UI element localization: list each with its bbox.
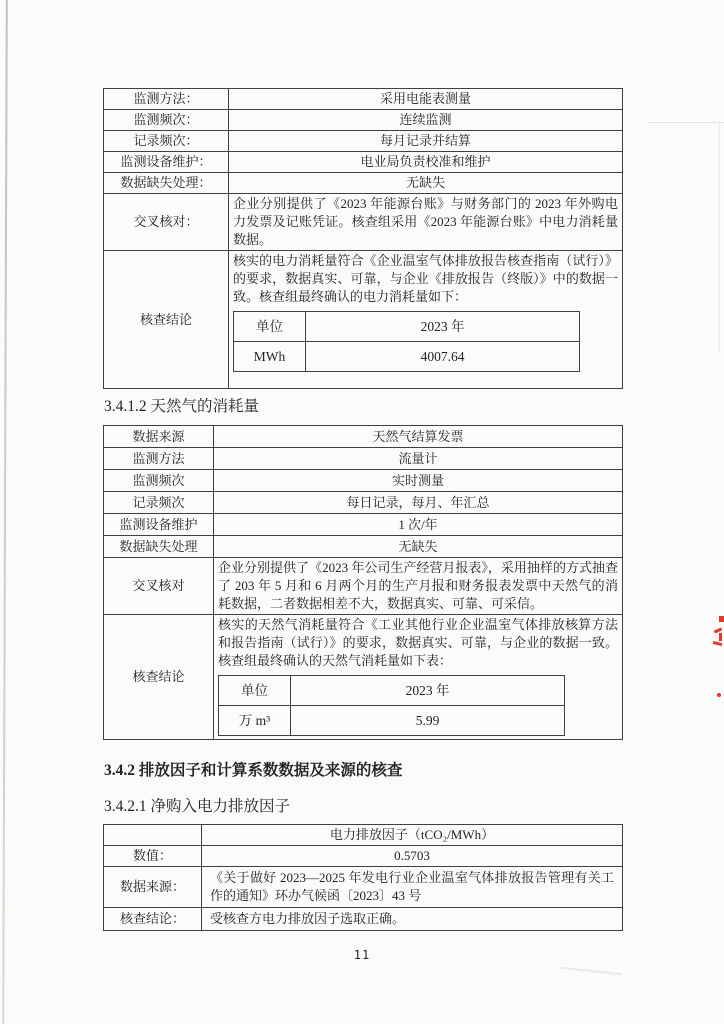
table-row [234,312,580,342]
scan-artifact-line-vertical [719,122,720,352]
confirmed-consumption-table [218,675,565,736]
table-row [234,342,580,372]
row-label: 核查结论： [104,908,202,931]
row-label: 交叉核对： [104,194,229,251]
conclusion-text: 核实的电力消耗量符合《企业温室气体排放报告核查指南（试行）》的要求，数据真实、可靠，与企业《排放报告（终版）》中的数据一致。核查组最终确认的电力消耗量如下： [233,253,618,304]
table-row [104,867,623,908]
row-label [104,825,202,846]
electricity-monitoring-table [103,88,623,389]
row-label: 交叉核对 [104,558,214,615]
table-row [104,173,623,194]
row-value: 连续监测 [229,110,623,131]
cross-check-row [104,558,623,615]
row-label: 监测方法 [104,448,214,470]
conclusion-text: 受核查方电力排放因子选取正确。 [202,908,623,931]
row-value: 每月记录并结算 [229,131,623,152]
conclusion-row [104,251,623,389]
scan-edge-line-left [2,0,8,1024]
table-row [219,706,565,736]
factor-header: 电力排放因子（tCO₂/MWh） [202,825,623,846]
unit-cell: 万 m³ [219,706,291,736]
table-row [104,131,623,152]
table-row [104,152,623,173]
row-label: 核查结论 [104,615,214,740]
row-value: 1 次/年 [214,514,623,536]
row-label: 监测设备维护 [104,514,214,536]
red-pen-dot [717,693,721,697]
section-heading-3421: 3.4.2.1 净购入电力排放因子 [104,798,291,815]
emission-factor-table [103,824,623,931]
cross-check-text: 企业分别提供了《2023 年能源台账》与财务部门的 2023 年外购电力发票及记账凭证。核查组采用《2023 年能源台账》中电力消耗量数据。 [229,194,623,251]
conclusion-row [104,615,623,740]
factor-value: 0.5703 [202,846,623,867]
page-number: 11 [353,948,371,962]
row-label: 记录频次 [104,492,214,514]
red-pen-mark [719,633,722,641]
red-pen-mark [719,616,724,622]
table-row [104,908,623,931]
table-row [104,470,623,492]
table-row [219,676,565,706]
row-label: 监测频次 [104,470,214,492]
scan-smudge [560,967,622,975]
table-row [104,536,623,558]
conclusion-text: 核实的天然气消耗量符合《工业其他行业企业温室气体排放核算方法和报告指南（试行）》的要求，数据真实、可靠，与企业的数据一致。核查组最终确认的天然气消耗量如下表： [218,617,618,668]
source-text: 《关于做好 2023—2025 年发电行业企业温室气体排放报告管理有关工作的通知》环办气候函〔2023〕43 号 [202,867,623,908]
unit-header-cell: 单位 [219,676,291,706]
table-row [104,825,623,846]
table-row [104,448,623,470]
row-label: 数据来源： [104,867,202,908]
row-label: 监测方法： [104,89,229,110]
table-row [104,492,623,514]
row-value: 每日记录，每月、年汇总 [214,492,623,514]
row-label: 数据缺失处理： [104,173,229,194]
red-pen-mark [713,641,722,646]
row-label: 数据缺失处理 [104,536,214,558]
row-label: 监测设备维护： [104,152,229,173]
section-heading-3412: 3.4.1.2 天然气的消耗量 [104,398,260,415]
scan-artifact-line [648,122,724,123]
row-value: 电业局负责校准和维护 [229,152,623,173]
table-row [104,846,623,867]
year-header-cell: 2023 年 [291,676,565,706]
row-label: 记录频次： [104,131,229,152]
row-label: 数值： [104,846,202,867]
amount-cell: 5.99 [291,706,565,736]
row-value: 无缺失 [214,536,623,558]
confirmed-consumption-table [233,311,580,372]
row-value: 无缺失 [229,173,623,194]
unit-cell: MWh [234,342,306,372]
amount-cell: 4007.64 [306,342,580,372]
gas-monitoring-table [103,425,623,740]
row-value: 实时测量 [214,470,623,492]
row-value: 流量计 [214,448,623,470]
unit-header-cell: 单位 [234,312,306,342]
table-row [104,89,623,110]
section-heading-342: 3.4.2 排放因子和计算系数数据及来源的核查 [104,762,403,779]
table-row [104,514,623,536]
row-label: 数据来源 [104,426,214,448]
row-value: 天然气结算发票 [214,426,623,448]
row-value: 采用电能表测量 [229,89,623,110]
conclusion-cell [214,615,623,740]
year-header-cell: 2023 年 [306,312,580,342]
table-row [104,426,623,448]
cross-check-row [104,194,623,251]
row-label: 监测频次： [104,110,229,131]
table-row [104,110,623,131]
row-label: 核查结论 [104,251,229,389]
cross-check-text: 企业分别提供了《2023 年公司生产经营月报表》，采用抽样的方式抽查了 203 年 5 月和 6 月两个月的生产月报和财务报表发票中天然气的消耗数据，二者数据相差不大，数据真实、可靠、可采信。 [214,558,623,615]
conclusion-cell [229,251,623,389]
